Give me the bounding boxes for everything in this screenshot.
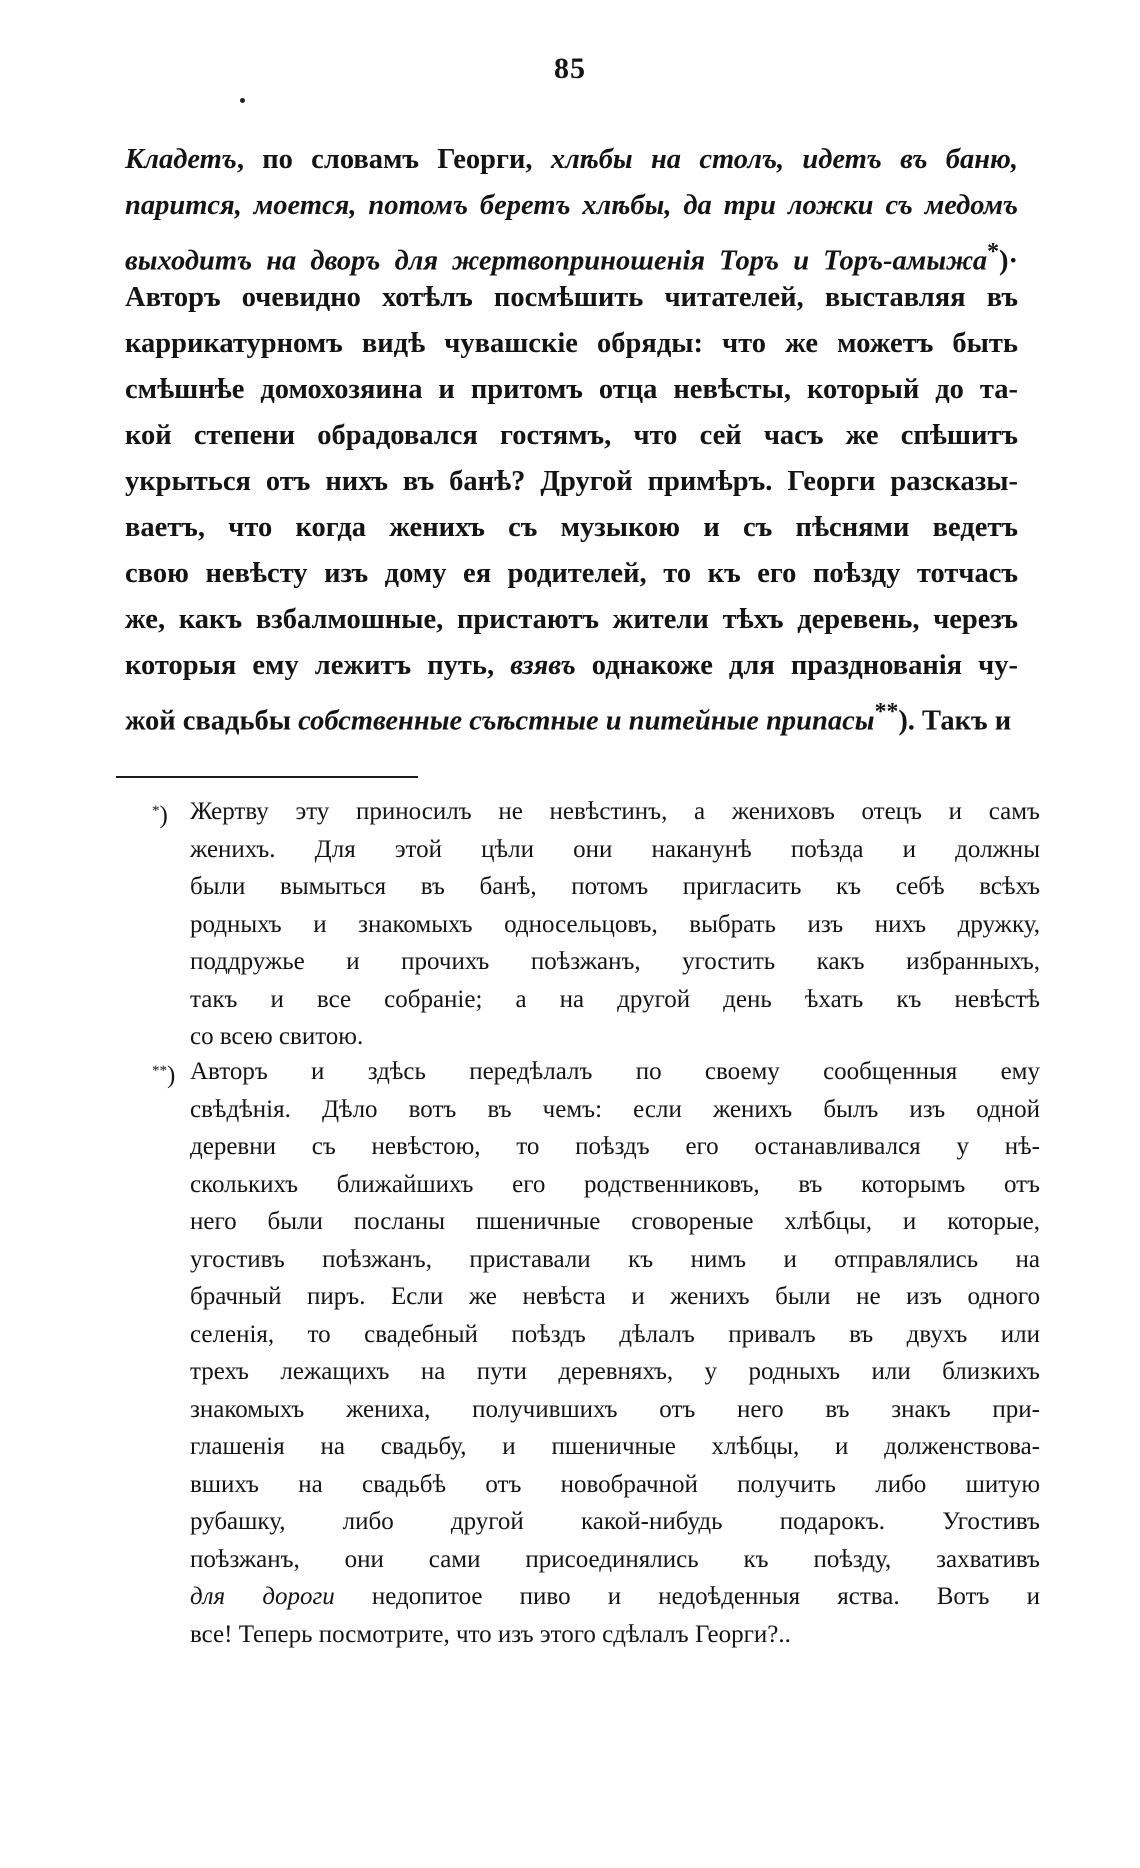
footnote-2 [152,1053,1040,1653]
footnote-line: поѣзжанъ, они сами присоединялись къ поѣзду, захвативъ [190,1545,1040,1573]
footnote-separator [116,776,418,778]
footnote-line: были вымыться въ банѣ, потомъ пригласить къ себѣ всѣхъ [190,873,1040,900]
footnote-line: такъ и все собраніе; а на другой день ѣхать къ невѣстѣ [190,985,1040,1013]
footnote-line: рубашку, либо другой какой-нибудь подарокъ. Угостивъ [190,1508,1040,1535]
text-line: ваетъ, что когда женихъ съ музыкою и съ пѣснями ведетъ [125,512,1018,543]
footnote-line: глашенія на свадьбу, и пшеничные хлѣбцы, и долженствова- [190,1433,1040,1460]
text-line: Кладетъ, по словамъ Георги, хлѣбы на столъ, идетъ въ баню, [125,144,1018,175]
text-line: укрыться отъ нихъ въ банѣ? Другой примѣръ. Георги разсказы- [125,466,1018,497]
footnote-marker: *) [152,802,168,829]
text-line: смѣшнѣе домохозяина и притомъ отца невѣсты, который до та- [125,374,1018,405]
text-line: выходитъ на дворъ для жертвоприношенія Торъ и Торъ-амыжа*)· [125,239,1018,277]
footnote-line: деревни съ невѣстою, то поѣздъ его останавливался у нѣ- [190,1133,1040,1160]
footnote-1 [152,793,1040,1056]
footnote-line: знакомыхъ жениха, получившихъ отъ него въ знакъ при- [190,1395,1040,1423]
footnote-line: него были посланы пшеничные сговореные хлѣбцы, и которые, [190,1208,1040,1235]
footnote-line: свѣдѣнія. Дѣло вотъ въ чемъ: если женихъ былъ изъ одной [190,1095,1040,1123]
text-line: Авторъ очевидно хотѣлъ посмѣшить читателей, выставляя въ [125,282,1018,313]
footnote-line: родныхъ и знакомыхъ односельцовъ, выбрать изъ нихъ дружку, [190,910,1040,938]
text-line: парится, моется, потомъ беретъ хлѣбы, да три ложки съ медомъ [125,190,1018,221]
footnote-line: брачный пиръ. Если же невѣста и женихъ были не изъ одного [190,1283,1040,1310]
text-line: же, какъ взбалмошные, пристаютъ жители тѣхъ деревень, черезъ [125,604,1018,635]
footnote-line: угостивъ поѣзжанъ, приставали къ нимъ и отправлялись на [190,1245,1040,1273]
footnote-line: поддружье и прочихъ поѣзжанъ, угостить какъ избранныхъ, [190,948,1040,975]
footnote-line: сколькихъ ближайшихъ его родственниковъ, въ которымъ отъ [190,1170,1040,1198]
footnote-line: женихъ. Для этой цѣли они наканунѣ поѣзда и должны [190,835,1040,863]
footnote-line: Авторъ и здѣсь передѣлалъ по своему сообщенныя ему [190,1058,1040,1085]
footnote-line: Жертву эту приносилъ не невѣстинъ, а жениховъ отецъ и самъ [190,798,1040,825]
text-line: которыя ему лежитъ путь, взявъ однакоже для празднованія чу- [125,650,1018,681]
main-text [125,137,1018,735]
footnote-line: со всею свитою. [190,1023,364,1050]
text-line: каррикатурномъ видѣ чувашскіе обряды: что же можетъ быть [125,328,1018,359]
text-line: свою невѣсту изъ дому ея родителей, то къ его поѣзду тотчасъ [125,558,1018,589]
footnote-line: для дороги недопитое пиво и недоѣденныя яства. Вотъ и [190,1583,1040,1610]
footnote-line: трехъ лежащихъ на пути деревняхъ, у родныхъ или близкихъ [190,1358,1040,1385]
footnote-line: селенія, то свадебный поѣздъ дѣлалъ привалъ въ двухъ или [190,1320,1040,1348]
text-line: жой свадьбы собственные съѣстные и питейные припасы**). Такъ и [125,699,1012,737]
footnote-line: все! Теперь посмотрите, что изъ этого сдѣлалъ Георги?.. [190,1620,791,1648]
text-line: кой степени обрадовался гостямъ, что сей часъ же спѣшитъ [125,420,1018,451]
footnote-marker: **) [152,1062,176,1089]
print-speck [240,98,245,103]
footnote-line: вшихъ на свадьбѣ отъ новобрачной получить либо шитую [190,1470,1040,1498]
page-number: 85 [554,52,586,85]
